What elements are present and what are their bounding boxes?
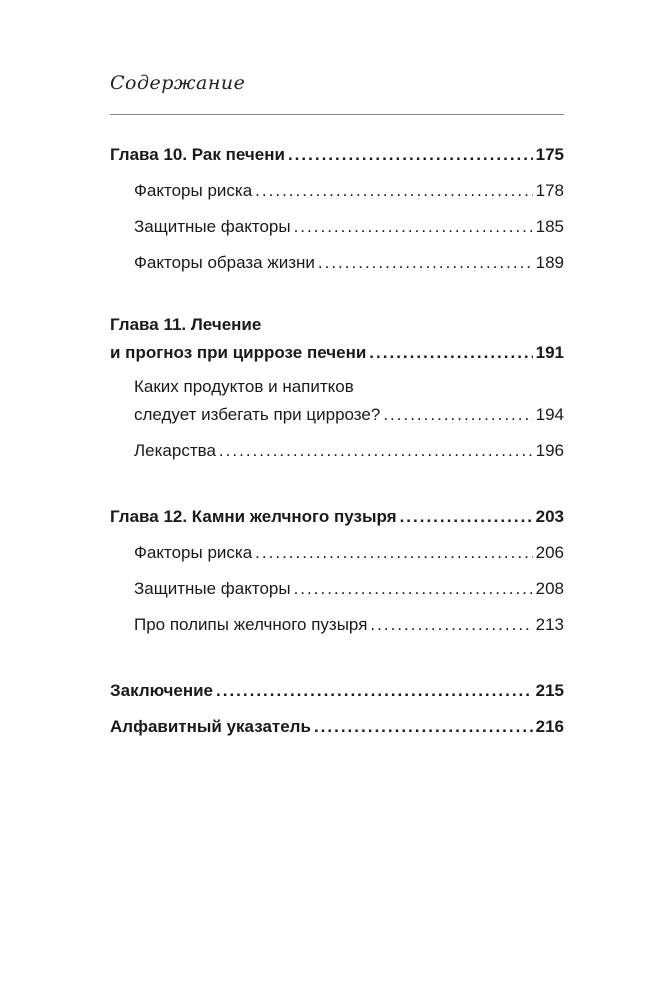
toc-entry-title: Алфавитный указатель — [110, 717, 311, 736]
toc-entry-title: Заключение — [110, 681, 213, 700]
leader-dots — [294, 571, 533, 607]
toc-page-number: 189 — [535, 253, 564, 272]
leader-dots — [383, 401, 532, 429]
header-rule — [110, 114, 564, 115]
toc-page-number: 175 — [535, 145, 564, 164]
toc-entry-title: Глава 10. Рак печени — [110, 145, 285, 164]
toc-entry-title-line-2: следует избегать при циррозе? — [134, 405, 381, 424]
toc-chapter-12[interactable] — [110, 499, 564, 535]
toc-subentry[interactable] — [110, 433, 564, 469]
toc-page-number: 215 — [535, 681, 564, 700]
toc-chapter-10[interactable] — [110, 137, 564, 173]
section-gap — [110, 643, 564, 673]
leader-dots — [318, 245, 533, 281]
leader-dots — [294, 209, 533, 245]
toc-page-number: 191 — [535, 343, 564, 362]
toc-subentry[interactable] — [110, 571, 564, 607]
toc-subentry[interactable] — [110, 607, 564, 643]
toc-page-number: 206 — [535, 543, 564, 562]
leader-dots — [219, 433, 533, 469]
toc-entry-title: Факторы образа жизни — [134, 253, 315, 272]
toc-entry-title: Защитные факторы — [134, 579, 291, 598]
toc-entry-title: Защитные факторы — [134, 217, 291, 236]
leader-dots — [288, 137, 533, 173]
toc-chapter-11[interactable] — [110, 311, 564, 367]
section-gap — [110, 281, 564, 311]
toc-page-number: 208 — [535, 579, 564, 598]
toc-entry-title-line-1: Глава 11. Лечение — [110, 315, 262, 334]
toc-entry-title: Факторы риска — [134, 181, 253, 200]
leader-dots — [369, 339, 532, 367]
toc-page-number: 203 — [535, 507, 564, 526]
section-gap — [110, 469, 564, 499]
toc-page-number: 178 — [535, 181, 564, 200]
toc-entry-title: Факторы риска — [134, 543, 253, 562]
running-header: Содержание — [110, 72, 246, 94]
toc-entry-title-line-1: Каких продуктов и напитков — [134, 377, 354, 396]
toc-page-number: 185 — [535, 217, 564, 236]
toc-entry-title-line-2: и прогноз при циррозе печени — [110, 343, 367, 362]
toc-subentry[interactable] — [110, 535, 564, 571]
leader-dots — [216, 673, 533, 709]
leader-dots — [370, 607, 532, 643]
toc-subentry[interactable] — [110, 173, 564, 209]
toc-page-number: 194 — [535, 405, 564, 424]
toc-subentry[interactable] — [110, 209, 564, 245]
toc-page-number: 216 — [535, 717, 564, 736]
leader-dots — [255, 173, 532, 209]
table-of-contents — [110, 137, 564, 745]
toc-conclusion[interactable] — [110, 673, 564, 709]
toc-entry-row — [110, 401, 564, 429]
toc-subentry[interactable] — [110, 373, 564, 429]
toc-page-number: 196 — [535, 441, 564, 460]
toc-entry-row — [110, 339, 564, 367]
toc-entry-title: Лекарства — [134, 441, 216, 460]
leader-dots — [314, 709, 533, 745]
leader-dots — [400, 499, 533, 535]
toc-entry-title: Про полипы желчного пузыря — [134, 615, 368, 634]
toc-entry-title: Глава 12. Камни желчного пузыря — [110, 507, 397, 526]
toc-index[interactable] — [110, 709, 564, 745]
toc-subentry[interactable] — [110, 245, 564, 281]
toc-page-number: 213 — [535, 615, 564, 634]
leader-dots — [255, 535, 532, 571]
